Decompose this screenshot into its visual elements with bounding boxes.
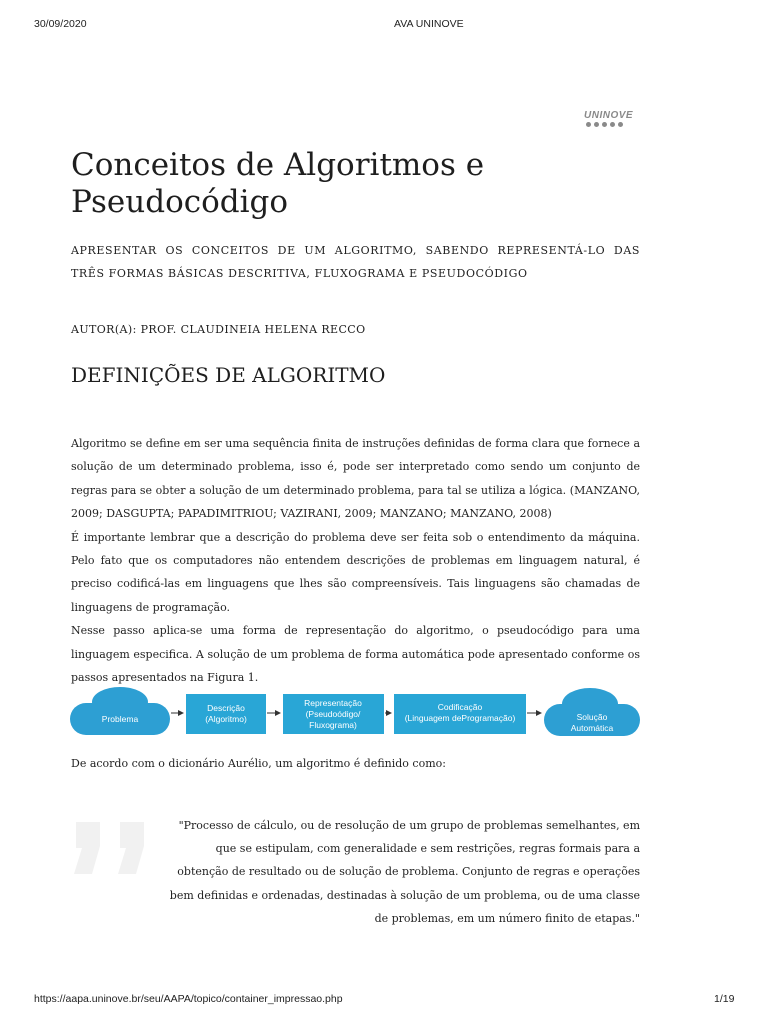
section-heading: DEFINIÇÕES DE ALGORITMO <box>71 363 386 387</box>
coding-sublabel: (Linguagem deProgramação) <box>404 713 516 723</box>
representation-box <box>283 694 384 734</box>
print-date: 30/09/2020 <box>34 18 87 30</box>
uninove-logo <box>584 110 636 127</box>
paragraph: É importante lembrar que a descrição do problema deve ser feita sob o entendimento da máquina. Pelo fato que os computadores não entendem descrições de problemas em linguagem natural, é preciso codificá-las em linguagens que lhes são compreensíveis. Tais linguagens são chamadas de linguagens de programação. <box>71 530 640 614</box>
print-footer-url: https://aapa.uninove.br/seu/AAPA/topico/container_impressao.php <box>34 993 343 1005</box>
description-box <box>186 694 266 734</box>
solution-cloud <box>544 688 640 736</box>
coding-box <box>394 694 526 734</box>
problem-cloud <box>70 687 170 735</box>
body-text <box>71 432 640 689</box>
logo-dots <box>584 122 636 127</box>
quote-intro: De acordo com o dicionário Aurélio, um algoritmo é definido como: <box>71 757 446 770</box>
page-number: 1/19 <box>714 993 735 1005</box>
logo-wordmark: UNINOVE <box>584 110 634 121</box>
print-header-title: AVA UNINOVE <box>394 18 464 30</box>
representation-sublabel: Fluxograma) <box>309 720 357 730</box>
problem-label: Problema <box>101 714 139 724</box>
page-subtitle: APRESENTAR OS CONCEITOS DE UM ALGORITMO, SABENDO REPRESENTÁ-LO DAS TRÊS FORMAS BÁSICAS DESCRITIVA, FLUXOGRAMA E PSEUDOCÓDIGO <box>71 244 640 280</box>
solution-label: Solução <box>576 712 608 722</box>
paragraph: Nesse passo aplica-se uma forma de representação do algoritmo, o pseudocódigo para uma linguagem especifica. A solução de um problema de forma automática pode apresentado conforme os passos apresentados na Figura 1. <box>71 624 640 685</box>
coding-label: Codificação <box>437 702 483 712</box>
representation-label: Representação <box>304 698 362 708</box>
paragraph: Algoritmo se define em ser uma sequência finita de instruções definidas de forma clara que fornece a solução de um determinado problema, isso é, pode ser interpretado como sendo um conjunto de regras para se obter a solução de um determinado problema, para tal se utiliza a lógica. (MANZANO, 2009; DASGUPTA; PAPADIMITRIOU; VAZIRANI, 2009; MANZANO; MANZANO, 2008) <box>71 437 640 521</box>
representation-sublabel: (Pseudoódigo/ <box>305 709 361 719</box>
page-title: Conceitos de Algoritmos e Pseudocódigo <box>71 147 485 220</box>
figure-1-process-diagram <box>70 684 640 744</box>
quote-icon <box>70 810 152 874</box>
description-sublabel: (Algoritmo) <box>205 714 247 724</box>
solution-sublabel: Automática <box>570 723 614 733</box>
definition-quote: "Processo de cálculo, ou de resolução de um grupo de problemas semelhantes, em que se estipulam, com generalidade e sem restrições, regras formais para a obtenção de resultado ou de solução de problema. Conjunto de regras e operações bem definidas e ordenadas, destinadas à solução de um problema, ou de uma classe de problemas, em um número finito de etapas." <box>169 819 640 925</box>
description-label: Descrição <box>207 703 245 713</box>
author-line: AUTOR(A): PROF. CLAUDINEIA HELENA RECCO <box>71 323 366 336</box>
